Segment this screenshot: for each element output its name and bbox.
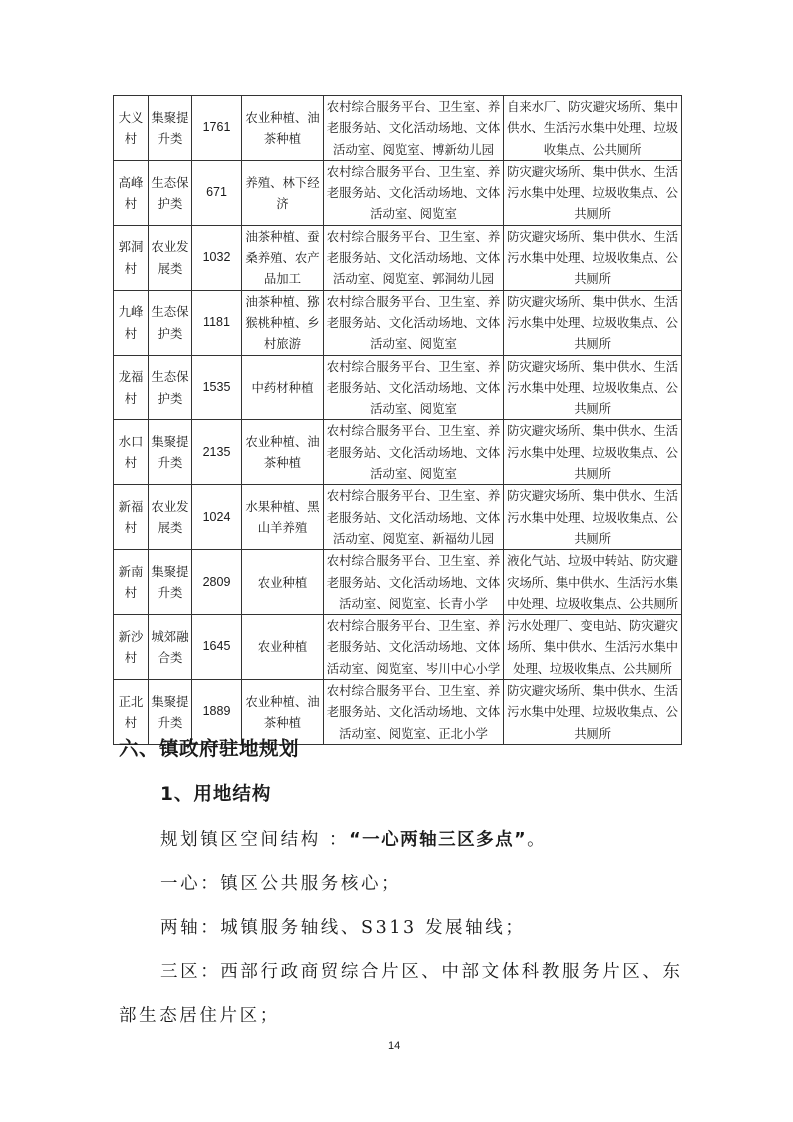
industry-cell bbox=[242, 550, 324, 615]
infrastructure-cell bbox=[504, 355, 682, 420]
village-type-cell-text: 生态保护类 bbox=[151, 369, 189, 406]
population-cell-text: 1032 bbox=[202, 250, 231, 265]
village-name-cell-text: 水口村 bbox=[118, 434, 144, 471]
axes-line: 两轴：城镇服务轴线、S313 发展轴线； bbox=[160, 918, 526, 938]
industry-cell bbox=[242, 485, 324, 550]
village-type-cell bbox=[149, 550, 192, 615]
page-number: 14 bbox=[388, 1040, 401, 1052]
village-type-cell-text: 农业发展类 bbox=[151, 239, 189, 276]
public-service-cell bbox=[324, 290, 504, 355]
village-name-cell bbox=[114, 355, 149, 420]
public-service-cell bbox=[324, 420, 504, 485]
table-row bbox=[114, 290, 682, 355]
table-row bbox=[114, 355, 682, 420]
population-cell bbox=[192, 615, 242, 680]
industry-cell-text: 油茶种植、猕猴桃种植、乡村旅游 bbox=[245, 293, 320, 352]
public-service-cell-text: 农村综合服务平台、卫生室、养老服务站、文化活动场地、文体活动室、阅览室 bbox=[326, 358, 501, 417]
village-type-cell-text: 集聚提升类 bbox=[151, 109, 189, 146]
public-service-cell bbox=[324, 355, 504, 420]
industry-cell-text: 中药材种植 bbox=[251, 379, 314, 395]
population-cell bbox=[192, 225, 242, 290]
public-service-cell bbox=[324, 550, 504, 615]
infrastructure-cell-text: 自来水厂、防灾避灾场所、集中供水、生活污水集中处理、垃圾收集点、公共厕所 bbox=[507, 99, 678, 157]
population-cell-text: 1889 bbox=[202, 704, 231, 719]
village-name-cell-text: 新福村 bbox=[118, 498, 144, 536]
public-service-cell bbox=[324, 160, 504, 225]
village-type-cell-text: 生态保护类 bbox=[151, 174, 189, 211]
zones-line-2: 部生态居住片区； bbox=[119, 1006, 280, 1026]
village-name-cell-text: 龙福村 bbox=[118, 369, 144, 406]
population-cell-text: 2809 bbox=[202, 574, 231, 589]
village-name-cell-text: 新沙村 bbox=[118, 628, 144, 666]
village-type-cell-text: 农业发展类 bbox=[151, 498, 189, 536]
village-type-cell bbox=[149, 160, 192, 225]
public-service-cell bbox=[324, 680, 504, 745]
village-name-cell-text: 正北村 bbox=[118, 693, 144, 730]
public-service-cell-text: 农村综合服务平台、卫生室、养老服务站、文化活动场地、文体活动室、阅览室、长青小学 bbox=[326, 553, 501, 611]
village-type-cell-text: 集聚提升类 bbox=[151, 693, 189, 730]
infrastructure-cell-text: 污水处理厂、变电站、防灾避灾场所、集中供水、生活污水集中处理、垃圾收集点、公共厕所 bbox=[507, 618, 678, 676]
infrastructure-cell-text: 防灾避灾场所、集中供水、生活污水集中处理、垃圾收集点、公共厕所 bbox=[507, 358, 678, 417]
table-row bbox=[114, 550, 682, 615]
public-service-cell bbox=[324, 96, 504, 161]
population-cell-text: 671 bbox=[206, 185, 227, 200]
village-type-cell bbox=[149, 96, 192, 161]
village-type-cell bbox=[149, 355, 192, 420]
structure-prefix: 规划镇区空间结构 ： bbox=[160, 830, 350, 850]
zones-line-1: 三区：西部行政商贸综合片区、中部文体科教服务片区、东 bbox=[160, 962, 683, 982]
industry-cell bbox=[242, 290, 324, 355]
village-type-cell bbox=[149, 485, 192, 550]
public-service-cell bbox=[324, 485, 504, 550]
table-row bbox=[114, 96, 682, 161]
industry-cell bbox=[242, 420, 324, 485]
infrastructure-cell bbox=[504, 96, 682, 161]
public-service-cell bbox=[324, 225, 504, 290]
industry-cell-text: 农业种植 bbox=[257, 574, 308, 590]
table-row bbox=[114, 615, 682, 680]
table-row bbox=[114, 160, 682, 225]
table-row bbox=[114, 485, 682, 550]
village-type-cell bbox=[149, 615, 192, 680]
industry-cell-text: 农业种植、油茶种植 bbox=[245, 434, 320, 471]
infrastructure-cell bbox=[504, 550, 682, 615]
industry-cell-text: 农业种植、油茶种植 bbox=[245, 693, 320, 730]
village-name-cell-text: 九峰村 bbox=[118, 304, 144, 341]
infrastructure-cell-text: 防灾避灾场所、集中供水、生活污水集中处理、垃圾收集点、公共厕所 bbox=[507, 163, 678, 222]
infrastructure-cell bbox=[504, 225, 682, 290]
population-cell-text: 1535 bbox=[202, 379, 231, 394]
structure-bold: “一心两轴三区多点” bbox=[349, 830, 528, 850]
population-cell-text: 1181 bbox=[203, 314, 230, 329]
structure-paragraph bbox=[160, 826, 547, 851]
table-row bbox=[114, 420, 682, 485]
population-cell bbox=[192, 160, 242, 225]
population-cell bbox=[192, 355, 242, 420]
public-service-cell-text: 农村综合服务平台、卫生室、养老服务站、文化活动场地、文体活动室、阅览室 bbox=[326, 293, 501, 352]
public-service-cell-text: 农村综合服务平台、卫生室、养老服务站、文化活动场地、文体活动室、阅览室、郭洞幼儿园 bbox=[326, 228, 501, 287]
infrastructure-cell-text: 防灾避灾场所、集中供水、生活污水集中处理、垃圾收集点、公共厕所 bbox=[507, 683, 678, 741]
village-name-cell bbox=[114, 290, 149, 355]
population-cell-text: 1024 bbox=[202, 509, 231, 524]
village-name-cell bbox=[114, 550, 149, 615]
public-service-cell-text: 农村综合服务平台、卫生室、养老服务站、文化活动场地、文体活动室、阅览室、博新幼儿园 bbox=[326, 99, 501, 157]
industry-cell-text: 油茶种植、蚕桑养殖、农产品加工 bbox=[245, 228, 320, 287]
industry-cell bbox=[242, 160, 324, 225]
industry-cell-text: 水果种植、黑山羊养殖 bbox=[245, 498, 320, 536]
village-type-cell-text: 生态保护类 bbox=[151, 304, 189, 341]
village-name-cell bbox=[114, 96, 149, 161]
infrastructure-cell-text: 防灾避灾场所、集中供水、生活污水集中处理、垃圾收集点、公共厕所 bbox=[507, 293, 678, 352]
village-name-cell bbox=[114, 485, 149, 550]
village-type-cell-text: 集聚提升类 bbox=[151, 434, 189, 471]
village-name-cell-text: 新南村 bbox=[118, 563, 144, 601]
village-type-cell bbox=[149, 290, 192, 355]
public-service-cell-text: 农村综合服务平台、卫生室、养老服务站、文化活动场地、文体活动室、阅览室、岑川中心小学 bbox=[326, 618, 501, 676]
village-name-cell bbox=[114, 615, 149, 680]
population-cell bbox=[192, 420, 242, 485]
section-heading: 六、镇政府驻地规划 bbox=[119, 737, 300, 760]
population-cell-text: 1761 bbox=[202, 120, 231, 135]
village-name-cell bbox=[114, 160, 149, 225]
population-cell bbox=[192, 485, 242, 550]
core-line: 一心：镇区公共服务核心； bbox=[160, 874, 402, 894]
public-service-cell-text: 农村综合服务平台、卫生室、养老服务站、文化活动场地、文体活动室、阅览室 bbox=[326, 163, 501, 222]
village-name-cell-text: 大义村 bbox=[118, 109, 144, 146]
infrastructure-cell bbox=[504, 485, 682, 550]
industry-cell-text: 养殖、林下经济 bbox=[245, 174, 320, 211]
population-cell bbox=[192, 96, 242, 161]
population-cell-text: 1645 bbox=[202, 639, 231, 654]
infrastructure-cell bbox=[504, 290, 682, 355]
infrastructure-cell-text: 防灾避灾场所、集中供水、生活污水集中处理、垃圾收集点、公共厕所 bbox=[507, 423, 678, 482]
public-service-cell-text: 农村综合服务平台、卫生室、养老服务站、文化活动场地、文体活动室、阅览室、新福幼儿园 bbox=[326, 488, 501, 546]
public-service-cell-text: 农村综合服务平台、卫生室、养老服务站、文化活动场地、文体活动室、阅览室 bbox=[326, 423, 501, 482]
village-name-cell-text: 郭洞村 bbox=[118, 239, 144, 276]
table-body bbox=[114, 96, 682, 745]
infrastructure-cell bbox=[504, 615, 682, 680]
table-row bbox=[114, 225, 682, 290]
industry-cell bbox=[242, 355, 324, 420]
public-service-cell-text: 农村综合服务平台、卫生室、养老服务站、文化活动场地、文体活动室、阅览室、正北小学 bbox=[326, 683, 501, 741]
population-cell bbox=[192, 290, 242, 355]
infrastructure-cell-text: 防灾避灾场所、集中供水、生活污水集中处理、垃圾收集点、公共厕所 bbox=[507, 228, 678, 287]
infrastructure-cell bbox=[504, 420, 682, 485]
public-service-cell bbox=[324, 615, 504, 680]
village-type-cell-text: 城郊融合类 bbox=[151, 628, 189, 666]
industry-cell bbox=[242, 225, 324, 290]
village-type-cell bbox=[149, 420, 192, 485]
infrastructure-cell bbox=[504, 160, 682, 225]
structure-suffix: 。 bbox=[527, 830, 548, 850]
industry-cell-text: 农业种植 bbox=[257, 639, 308, 655]
industry-cell bbox=[242, 96, 324, 161]
industry-cell-text: 农业种植、油茶种植 bbox=[245, 109, 320, 146]
population-cell-text: 2135 bbox=[202, 444, 231, 459]
village-planning-table bbox=[113, 95, 682, 745]
village-name-cell bbox=[114, 225, 149, 290]
infrastructure-cell-text: 液化气站、垃圾中转站、防灾避灾场所、集中供水、生活污水集中处理、垃圾收集点、公共厕所 bbox=[507, 553, 678, 611]
infrastructure-cell bbox=[504, 680, 682, 745]
village-type-cell-text: 集聚提升类 bbox=[151, 563, 189, 601]
village-name-cell bbox=[114, 420, 149, 485]
village-type-cell bbox=[149, 225, 192, 290]
section-subheading: 1、用地结构 bbox=[160, 784, 272, 805]
infrastructure-cell-text: 防灾避灾场所、集中供水、生活污水集中处理、垃圾收集点、公共厕所 bbox=[507, 488, 678, 546]
population-cell bbox=[192, 550, 242, 615]
village-name-cell-text: 高峰村 bbox=[118, 174, 144, 211]
industry-cell bbox=[242, 615, 324, 680]
